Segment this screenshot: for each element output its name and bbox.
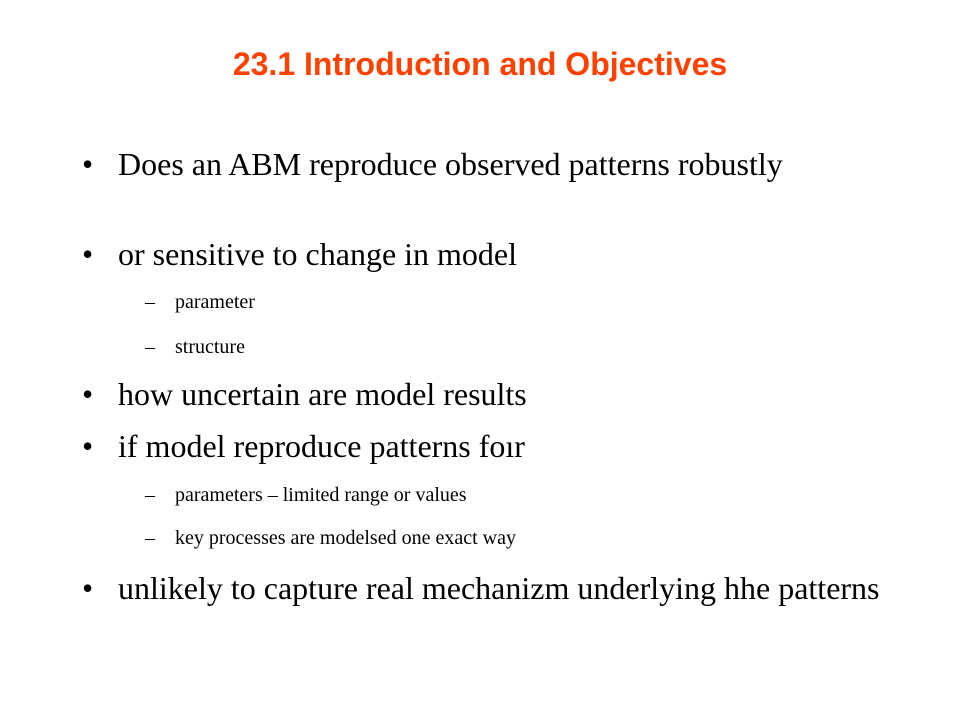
sub-bullet-marker: – <box>145 291 155 313</box>
bullet-item <box>82 236 902 272</box>
sub-bullet-item <box>145 290 865 314</box>
slide-title: 23.1 Introduction and Objectives <box>232 46 728 82</box>
bullet-item <box>82 428 902 464</box>
bullet-marker: • <box>82 236 94 272</box>
sub-bullet-marker: – <box>145 336 155 358</box>
sub-bullet-item <box>145 483 865 507</box>
bullet-marker: • <box>82 428 94 464</box>
bullet-item <box>82 146 902 182</box>
sub-bullet-text: key processes are modelsed one exact way <box>175 527 516 549</box>
bullet-text: Does an ABM reproduce observed patterns robustly <box>118 146 783 182</box>
bullet-text: unlikely to capture real mechanizm underlying hhe patterns <box>118 570 880 606</box>
bullet-marker: • <box>82 376 94 412</box>
sub-bullet-text: parameters – limited range or values <box>175 484 467 506</box>
bullet-text: if model reproduce patterns foır <box>118 428 525 464</box>
bullet-text: how uncertain are model results <box>118 376 527 412</box>
bullet-item <box>82 570 902 606</box>
bullet-marker: • <box>82 570 94 606</box>
bullet-text: or sensitive to change in model <box>118 236 518 272</box>
sub-bullet-text: parameter <box>175 291 255 313</box>
sub-bullet-item <box>145 335 865 359</box>
bullet-marker: • <box>82 146 94 182</box>
sub-bullet-marker: – <box>145 484 155 506</box>
sub-bullet-text: structure <box>175 336 245 358</box>
sub-bullet-marker: – <box>145 527 155 549</box>
bullet-item <box>82 376 902 412</box>
sub-bullet-item <box>145 526 865 550</box>
